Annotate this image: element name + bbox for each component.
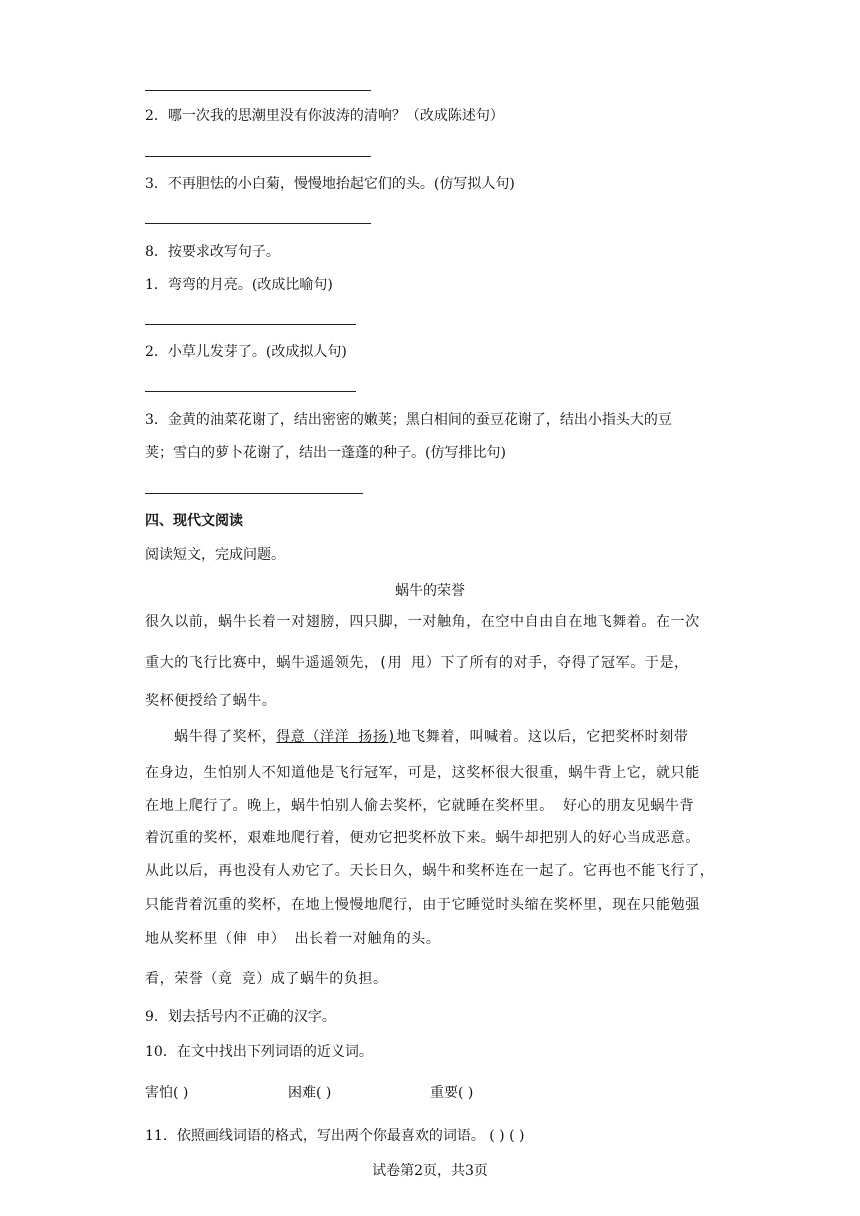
q8-item-1: 1．弯弯的月亮。(改成比喻句): [145, 277, 333, 293]
story-text: 蜗牛得了奖杯，: [174, 729, 277, 745]
answer-line: [145, 324, 356, 325]
vocab-blank: 害怕( ): [145, 1085, 189, 1101]
story-line: 从此以后，再也没有人劝它了。天长日久，蜗牛和奖杯连在一起了。它再也不能飞行了，: [145, 863, 715, 879]
story-line: 在地上爬行了。晚上，蜗牛怕别人偷去奖杯，它就睡在奖杯里。 好心的朋友见蜗牛背: [145, 798, 695, 814]
story-line: 很久以前，蜗牛长着一对翅膀，四只脚，一对触角，在空中自由自在地飞舞着。在一次: [145, 614, 700, 630]
story-line: 看，荣誉（竟 竞）成了蜗牛的负担。: [145, 971, 388, 987]
story-title: 蜗牛的荣誉: [395, 583, 465, 599]
page-footer: 试卷第2页，共3页: [372, 1163, 488, 1179]
story-line: 着沉重的奖杯，艰难地爬行着，便劝它把奖杯放下来。蜗牛却把别人的好心当成恶意。: [145, 830, 700, 846]
q7-item-2: 2．哪一次我的思潮里没有你波涛的清响？（改成陈述句）: [145, 108, 504, 124]
answer-line: [145, 391, 356, 392]
vocab-blank: 困难( ): [288, 1085, 332, 1101]
story-line: 地从奖杯里（伸 申） 出长着一对触角的头。: [145, 931, 441, 947]
answer-line: [145, 223, 371, 224]
q7-item-3: 3．不再胆怯的小白菊，慢慢地抬起它们的头。(仿写拟人句): [145, 176, 515, 192]
story-line: 在身边，生怕别人不知道他是飞行冠军，可是，这奖杯很大很重，蜗牛背上它，就只能: [145, 765, 700, 781]
underlined-phrase: 得意（洋洋 扬扬): [276, 729, 397, 745]
answer-line: [145, 156, 371, 157]
story-text: 地飞舞着，叫喊着。这以后，它把奖杯时刻带: [396, 729, 689, 745]
q8-item-3-line-1: 3．金黄的油菜花谢了，结出密密的嫩荚；黑白相间的蚕豆花谢了，结出小指头大的豆: [145, 412, 672, 428]
question-11: 11．依照画线词语的格式，写出两个你最喜欢的词语。 ( ) ( ): [145, 1128, 525, 1144]
story-line: [174, 728, 688, 746]
answer-line: [145, 493, 363, 494]
answer-line: [145, 90, 371, 91]
vocab-blank: 重要( ): [430, 1085, 474, 1101]
question-10: 10．在文中找出下列词语的近义词。: [145, 1044, 373, 1060]
story-line: 重大的飞行比赛中，蜗牛遥遥领先，(用 甩）下了所有的对手，夺得了冠军。于是，: [145, 655, 689, 671]
story-line: 奖杯便授给了蜗牛。: [145, 693, 277, 709]
q8-item-2: 2．小草儿发芽了。(改成拟人句): [145, 344, 347, 360]
story-line: 只能背着沉重的奖杯，在地上慢慢地爬行，由于它睡觉时头缩在奖杯里，现在只能勉强: [145, 897, 700, 913]
section-heading: 四、现代文阅读: [145, 513, 243, 529]
q8-item-3-line-2: 荚；雪白的萝卜花谢了，结出一蓬蓬的种子。(仿写排比句): [145, 445, 506, 461]
reading-instruction: 阅读短文，完成问题。: [145, 547, 285, 563]
question-9: 9．划去括号内不正确的汉字。: [145, 1009, 336, 1025]
q8-heading: 8．按要求改写句子。: [145, 244, 280, 260]
